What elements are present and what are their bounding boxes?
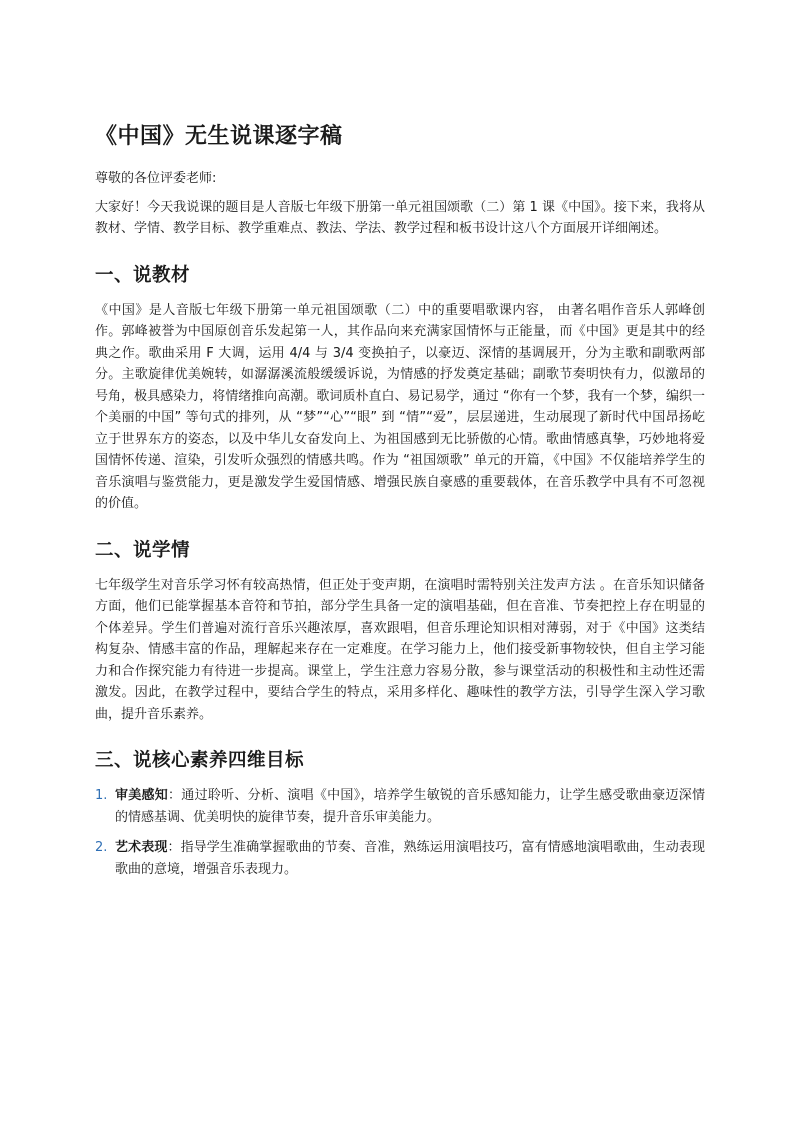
goal-name: 艺术表现	[115, 840, 168, 855]
section-heading-textbook: 一、说教材	[95, 264, 191, 286]
goal-description: ：指导学生准确掌握歌曲的节奏、音准，熟练运用演唱技巧，富有情感地演唱歌曲，生动表现歌曲的意境，增强音乐表现力。	[115, 840, 705, 877]
document-title: 《中国》无生说课逐字稿	[95, 124, 343, 149]
section-heading-student-analysis: 二、说学情	[95, 539, 191, 561]
section-heading-core-goals: 三、说核心素养四维目标	[95, 750, 305, 771]
student-analysis-paragraph: 七年级学生对音乐学习怀有较高热情，但正处于变声期，在演唱时需特别关注发声方法 。在音乐知识储备方面，他们已能掌握基本音符和节拍，部分学生具备一定的演唱基础，但在音准、节奏把控上存在明显的个体差异。学生们普遍对流行音乐兴趣浓厚，喜欢跟唱，但音乐理论知识相对薄弱，对于《中国》这类结构复杂、情感丰富的作品，理解起来存在一定难度。在学习能力上，他们接受新事物较快，但自主学习能力和合作探究能力有待进一步提高。课堂上，学生注意力容易分散，参与课堂活动的积极性和主动性还需激发。因此，在教学过程中，要结合学生的特点，采用多样化、趣味性的教学方法，引导学生深入学习歌曲，提升音乐素养。	[95, 577, 705, 722]
goal-name: 审美感知	[115, 788, 169, 803]
list-number: 1.	[95, 788, 108, 803]
document-page	[95, 120, 705, 889]
goal-list	[95, 785, 705, 880]
goal-item-artistic-expression	[95, 837, 705, 880]
intro-paragraph: 大家好！今天我说课的题目是人音版七年级下册第一单元祖国颂歌（二）第 1 课《中国》。接下来，我将从教材、学情、教学目标、教学重难点、教法、学法、教学过程和板书设计这八个方面展开详细阐述。	[95, 199, 705, 236]
goal-item-aesthetic-perception	[95, 785, 705, 828]
greeting: 尊敬的各位评委老师:	[95, 171, 217, 186]
list-number: 2.	[95, 840, 108, 855]
goal-description: ：通过聆听、分析、演唱《中国》，培养学生敏锐的音乐感知能力，让学生感受歌曲豪迈深情的情感基调、优美明快的旋律节奏，提升音乐审美能力。	[115, 788, 705, 825]
textbook-paragraph: 《中国》是人音版七年级下册第一单元祖国颂歌（二）中的重要唱歌课内容， 由著名唱作音乐人郭峰创作。郭峰被誉为中国原创音乐发起第一人，其作品向来充满家国情怀与正能量，而《中国》更是其中的经典之作。歌曲采用 F 大调，运用 4/4 与 3/4 变换拍子，以豪迈、深情的基调展开，分为主歌和副歌两部分。主歌旋律优美婉转，如潺潺溪流般缓缓诉说，为情感的抒发奠定基础；副歌节奏明快有力，似激昂的号角，极具感染力，将情绪推向高潮。歌词质朴直白、易记易学，通过 “你有一个梦，我有一个梦，编织一个美丽的中国” 等句式的排列，从 “梦”“心”“眼” 到 “情”“爱”，层层递进，生动展现了新时代中国昂扬屹立于世界东方的姿态，以及中华儿女奋发向上、为祖国感到无比骄傲的心情。歌曲情感真挚，巧妙地将爱国情怀传递、渲染，引发听众强烈的情感共鸣。作为 “祖国颂歌” 单元的开篇，《中国》不仅能培养学生的音乐演唱与鉴赏能力，更是激发学生爱国情感、增强民族自豪感的重要载体，在音乐教学中具有不可忽视的价值。	[95, 302, 705, 511]
